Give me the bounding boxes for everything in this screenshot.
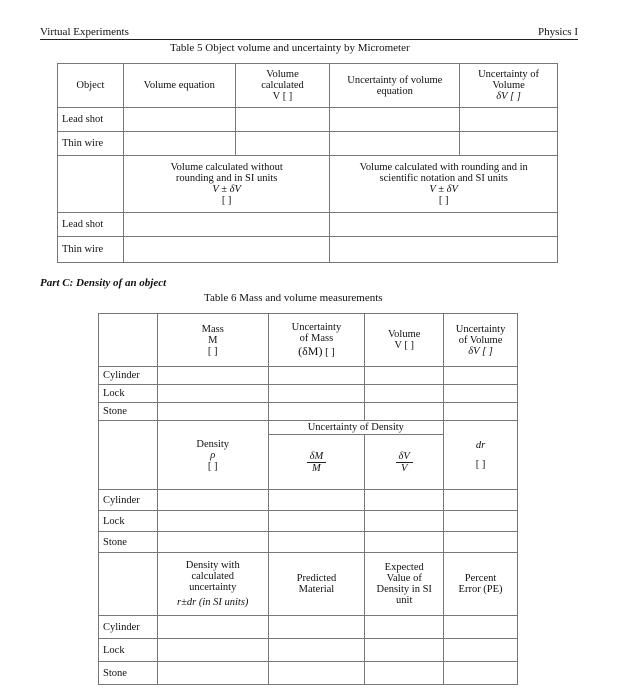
t6-cell[interactable] (365, 385, 444, 403)
t6-header-uncertainty-mass: Uncertainty of Mass (δM) [ ] (268, 314, 365, 367)
table-row (99, 490, 518, 511)
t6-cell[interactable] (444, 490, 518, 511)
t5-header-volume-calculated: Volume calculated V [ ] (235, 64, 330, 108)
header-divider (40, 39, 578, 40)
t5-row-label: Thin wire (58, 132, 124, 156)
t6-cell[interactable] (268, 532, 365, 553)
t6-cell[interactable] (444, 662, 518, 685)
t6-row-label: Lock (99, 639, 158, 662)
table-row (99, 511, 518, 532)
t6-header-predicted-material: Predicted Material (268, 553, 365, 616)
table5 (57, 63, 558, 263)
t6-cell[interactable] (268, 490, 365, 511)
table-row (58, 213, 558, 237)
t6-cell[interactable] (157, 385, 268, 403)
t5-header-volume-equation: Volume equation (123, 64, 235, 108)
t6-cell[interactable] (365, 639, 444, 662)
table-row (99, 403, 518, 421)
t6-row-label: Lock (99, 385, 158, 403)
t6-row-label: Lock (99, 511, 158, 532)
t5-row-label: Lead shot (58, 213, 124, 237)
t5-header-object: Object (58, 64, 124, 108)
t6-cell[interactable] (157, 532, 268, 553)
t6-cell[interactable] (157, 367, 268, 385)
table-row (99, 385, 518, 403)
t6-cell[interactable] (268, 662, 365, 685)
t6-cell[interactable] (365, 532, 444, 553)
t6-cell[interactable] (268, 385, 365, 403)
t6-header-mass: Mass M [ ] (157, 314, 268, 367)
t5-header-with-rounding: Volume calculated with rounding and in scientific notation and SI units V ± δV [ ] (330, 156, 558, 213)
t6-header-frac-dm: $\frac{\delta M}{M}$ (268, 435, 365, 490)
t6-cell[interactable] (268, 511, 365, 532)
t6-blank-header (99, 553, 158, 616)
table-row (99, 639, 518, 662)
t6-cell[interactable] (268, 403, 365, 421)
t5-cell[interactable] (235, 108, 330, 132)
part-c-title: Part C: Density of an object (40, 277, 167, 289)
t5-cell[interactable] (460, 108, 558, 132)
t6-cell[interactable] (157, 662, 268, 685)
t6-row-label: Cylinder (99, 616, 158, 639)
t6-header-uncertainty-volume: Uncertainty of Volume δV [ ] (444, 314, 518, 367)
table-row (99, 367, 518, 385)
t6-header-uncertainty-density: Uncertainty of Density (268, 421, 444, 435)
t5-header-without-rounding: Volume calculated without rounding and in SI units V ± δV [ ] (123, 156, 330, 213)
t6-header-density-uncertainty: Density with calculated uncertainty r±dr (in SI units) (157, 553, 268, 616)
t6-cell[interactable] (157, 639, 268, 662)
t6-cell[interactable] (268, 616, 365, 639)
t6-row-label: Stone (99, 662, 158, 685)
t6-cell[interactable] (365, 616, 444, 639)
t6-cell[interactable] (157, 511, 268, 532)
t5-cell[interactable] (123, 237, 330, 263)
table-row (99, 616, 518, 639)
t6-cell[interactable] (365, 490, 444, 511)
t6-cell[interactable] (444, 639, 518, 662)
t5-blank-header (58, 156, 124, 213)
t5-cell[interactable] (235, 132, 330, 156)
table-row (58, 132, 558, 156)
t6-blank-header (99, 314, 158, 367)
t6-cell[interactable] (157, 490, 268, 511)
header-course: Virtual Experiments (40, 26, 129, 38)
t5-cell[interactable] (330, 108, 460, 132)
t5-cell[interactable] (330, 237, 558, 263)
t6-cell[interactable] (444, 511, 518, 532)
t6-header-volume: Volume V [ ] (365, 314, 444, 367)
t5-cell[interactable] (330, 132, 460, 156)
t5-cell[interactable] (123, 108, 235, 132)
t6-header-density: Density ρ [ ] (157, 421, 268, 490)
t6-row-label: Stone (99, 532, 158, 553)
table-row (99, 532, 518, 553)
t6-cell[interactable] (444, 403, 518, 421)
t6-blank-header (99, 421, 158, 490)
header-subject: Physics I (537, 26, 578, 38)
t5-cell[interactable] (123, 213, 330, 237)
t6-cell[interactable] (444, 367, 518, 385)
t6-header-percent-error: Percent Error (PE) (444, 553, 518, 616)
t5-cell[interactable] (460, 132, 558, 156)
t5-cell[interactable] (123, 132, 235, 156)
t6-cell[interactable] (157, 616, 268, 639)
t6-cell[interactable] (365, 511, 444, 532)
t6-row-label: Cylinder (99, 490, 158, 511)
t6-row-label: Stone (99, 403, 158, 421)
t5-cell[interactable] (330, 213, 558, 237)
t5-row-label: Thin wire (58, 237, 124, 263)
table-row (58, 108, 558, 132)
t6-header-frac-dv: $\frac{\delta V}{V}$ (365, 435, 444, 490)
t6-cell[interactable] (268, 639, 365, 662)
t6-cell[interactable] (365, 367, 444, 385)
t6-row-label: Cylinder (99, 367, 158, 385)
t6-header-expected-density: Expected Value of Density in SI unit (365, 553, 444, 616)
t6-cell[interactable] (444, 532, 518, 553)
table5-caption: Table 5 Object volume and uncertainty by Micrometer (170, 42, 410, 54)
table-row (58, 237, 558, 263)
table6-caption: Table 6 Mass and volume measurements (204, 292, 383, 304)
t5-header-uncertainty-volume: Uncertainty of Volume δV [ ] (460, 64, 558, 108)
t6-cell[interactable] (365, 662, 444, 685)
table-row (99, 662, 518, 685)
table6 (98, 313, 518, 685)
t5-row-label: Lead shot (58, 108, 124, 132)
t6-header-dr: dr [ ] (444, 421, 518, 490)
t6-cell[interactable] (157, 403, 268, 421)
t6-cell[interactable] (444, 385, 518, 403)
t5-header-uncertainty-equation: Uncertainty of volume equation (330, 64, 460, 108)
t6-cell[interactable] (444, 616, 518, 639)
t6-cell[interactable] (365, 403, 444, 421)
t6-cell[interactable] (268, 367, 365, 385)
